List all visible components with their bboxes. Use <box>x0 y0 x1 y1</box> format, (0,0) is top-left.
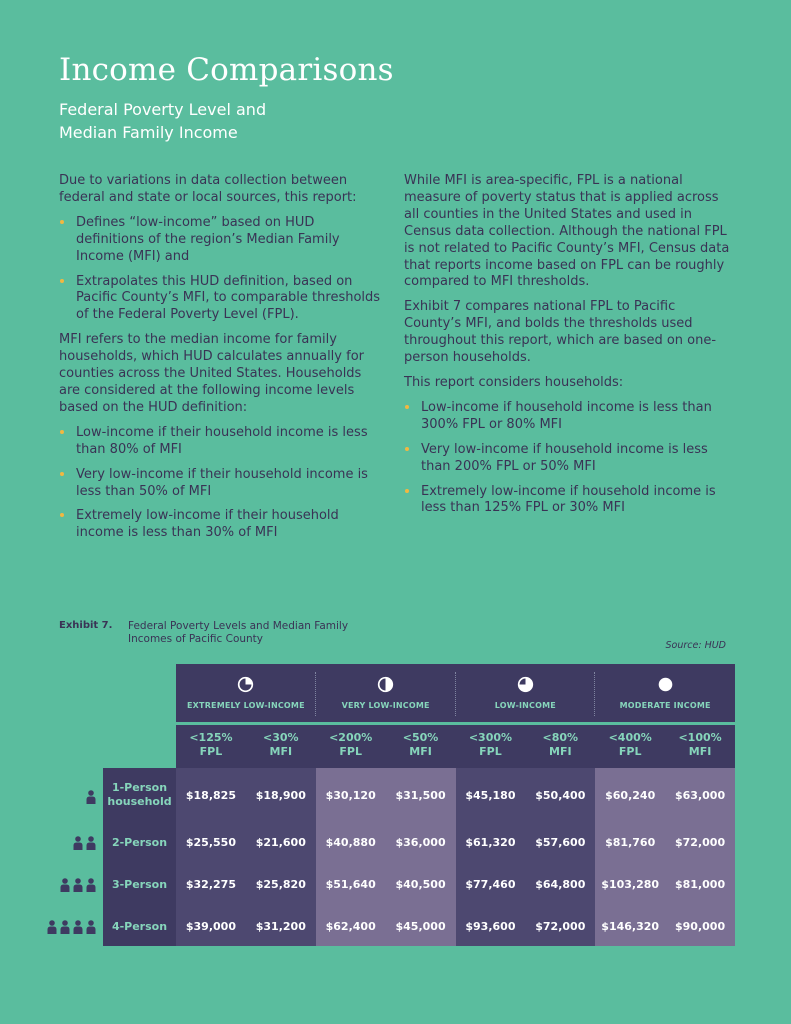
sub-header-threshold: <125% <box>189 731 233 744</box>
table-cell: $51,640 <box>325 878 376 891</box>
list-item-text: Extrapolates this HUD definition, based on Pacific County’s MFI, to comparable thresholds of the Federal Poverty Level (FPL). <box>76 273 381 323</box>
sub-header-measure: FPL <box>199 745 223 758</box>
sub-header-measure: FPL <box>479 745 502 758</box>
row-label-line: 2-Person <box>111 836 168 849</box>
table-cell: $93,600 <box>465 920 516 933</box>
person-icon <box>86 790 96 804</box>
row-label-line: 1-Person <box>111 781 168 794</box>
sub-header-measure: MFI <box>549 745 572 758</box>
sub-header-measure: FPL <box>339 745 362 758</box>
list-item-text: Low-income if their household income is less than 80% of MFI <box>76 424 368 457</box>
table-cell: $63,000 <box>675 789 726 802</box>
household-threshold-list <box>404 400 736 517</box>
table-cell: $30,120 <box>325 789 376 802</box>
exhibit-label: Exhibit 7. <box>59 620 113 631</box>
table-cell: $25,550 <box>185 836 236 849</box>
sub-header <box>176 731 246 759</box>
sub-header <box>316 731 386 759</box>
bullet-dot-icon <box>405 405 409 409</box>
table-cell: $90,000 <box>675 920 726 933</box>
table-cell: $18,825 <box>185 789 236 802</box>
person-icon <box>47 920 57 934</box>
person-icon <box>73 920 83 934</box>
subtitle-line: Federal Poverty Level and <box>59 100 267 119</box>
table-cell: $77,460 <box>465 878 516 891</box>
row-label <box>103 781 176 809</box>
group-header <box>595 664 735 722</box>
row-label <box>103 920 176 934</box>
sub-header-threshold: <400% <box>608 731 652 744</box>
person-icon <box>60 878 70 892</box>
table-cell: $60,240 <box>605 789 656 802</box>
group-header-label: EXTREMELY LOW-INCOME <box>187 701 305 710</box>
sub-header <box>665 731 735 759</box>
group-header <box>456 664 596 722</box>
table-cell: $25,820 <box>255 878 306 891</box>
bullet-dot-icon <box>60 513 64 517</box>
list-item <box>59 425 381 459</box>
bullet-dot-icon <box>60 472 64 476</box>
exhibit-title: Federal Poverty Levels and Median Family Incomes of Pacific County <box>128 620 349 645</box>
sub-header-threshold: <30% <box>263 731 299 744</box>
group-header-label: LOW-INCOME <box>494 701 556 710</box>
list-item <box>404 400 736 434</box>
left-text-column <box>59 173 381 550</box>
table-cell: $40,500 <box>395 878 446 891</box>
group-header-label: MODERATE INCOME <box>619 701 711 710</box>
table-cell: $62,400 <box>325 920 376 933</box>
list-item <box>59 508 381 542</box>
considers-intro: This report considers households: <box>404 374 624 390</box>
person-icon <box>86 920 96 934</box>
list-item-text: Very low-income if their household income is less than 50% of MFI <box>76 466 368 499</box>
subtitle-line: Median Family Income <box>59 123 238 142</box>
table-cell: $36,000 <box>395 836 446 849</box>
person-icon <box>86 836 96 850</box>
source-note: Source: HUD <box>665 640 726 651</box>
mfi-paragraph: MFI refers to the median income for family households, which HUD calculates annually for counties across the United States. Households are considered at the following income levels based on the HUD definition: <box>59 332 364 415</box>
group-header <box>316 664 456 722</box>
fpl-paragraph: While MFI is area-specific, FPL is a national measure of poverty status that is applied across all counties in the United States and used in Census data collection. Although the national FPL is not related to Pacific County’s MFI, Census data that reports income based on FPL can be roughly compared to MFI thresholds. <box>404 173 730 290</box>
exhibit-paragraph: Exhibit 7 compares national FPL to Pacific County’s MFI, and bolds the thresholds used throughout this report, which are based on one-person households. <box>404 299 717 366</box>
table-cell: $18,900 <box>255 789 306 802</box>
table-cell: $45,180 <box>465 789 516 802</box>
list-item <box>404 484 736 518</box>
table-cell: $103,280 <box>601 878 660 891</box>
bullet-dot-icon <box>60 279 64 283</box>
sub-header-threshold: <200% <box>329 731 373 744</box>
table-cell: $146,320 <box>601 920 660 933</box>
bullet-dot-icon <box>405 447 409 451</box>
list-item <box>59 274 381 325</box>
table-cell: $57,600 <box>535 836 586 849</box>
list-item-text: Defines “low-income” based on HUD definitions of the region’s Median Family Income (MFI) and <box>76 214 340 264</box>
list-item-text: Very low-income if household income is less than 200% FPL or 50% MFI <box>421 441 708 474</box>
list-item-text: Extremely low-income if household income is less than 125% FPL or 30% MFI <box>421 483 716 516</box>
person-icon <box>86 878 96 892</box>
table-cell: $31,500 <box>395 789 446 802</box>
list-item <box>59 467 381 501</box>
table-cell: $81,000 <box>675 878 726 891</box>
sub-header-threshold: <50% <box>402 731 439 744</box>
report-definition-list <box>59 215 381 324</box>
sub-header-threshold: <80% <box>542 731 579 744</box>
bullet-dot-icon <box>60 430 64 434</box>
sub-header <box>525 731 595 759</box>
table-cell: $39,000 <box>185 920 236 933</box>
household-size-icons <box>20 920 96 939</box>
sub-header <box>456 731 526 759</box>
sub-header-measure: MFI <box>269 745 293 758</box>
list-item-text: Extremely low-income if their household income is less than 30% of MFI <box>76 508 339 541</box>
group-header-label: VERY LOW-INCOME <box>341 701 430 710</box>
sub-header-measure: FPL <box>618 745 642 758</box>
table-cell: $40,880 <box>325 836 376 849</box>
row-label <box>103 878 176 892</box>
page-subtitle <box>59 98 459 144</box>
person-icon <box>73 836 83 850</box>
household-size-icons <box>20 878 96 897</box>
row-label-line: 4-Person <box>111 920 168 933</box>
hud-income-level-list <box>59 425 381 542</box>
group-header <box>176 664 316 722</box>
sub-header-threshold: <100% <box>678 731 722 744</box>
pie-three-quarter-icon <box>517 676 534 693</box>
table-cell: $64,800 <box>535 878 586 891</box>
right-text-column <box>404 173 736 525</box>
person-icon <box>73 878 83 892</box>
pie-quarter-icon <box>237 676 254 693</box>
sub-header-measure: MFI <box>409 745 432 758</box>
person-icon <box>60 920 70 934</box>
bullet-dot-icon <box>60 220 64 224</box>
table-cell: $50,400 <box>535 789 586 802</box>
sub-header <box>595 731 665 759</box>
household-size-icons <box>20 836 96 855</box>
table-cell: $31,200 <box>255 920 306 933</box>
list-item <box>59 215 381 266</box>
table-cell: $72,000 <box>535 920 586 933</box>
row-label-line: household <box>107 795 172 808</box>
table-cell: $81,760 <box>605 836 656 849</box>
row-label-line: 3-Person <box>111 878 168 891</box>
list-item-text: Low-income if household income is less than 300% FPL or 80% MFI <box>421 399 712 432</box>
list-item <box>404 442 736 476</box>
table-cell: $72,000 <box>675 836 726 849</box>
pie-half-icon <box>377 676 394 693</box>
bullet-dot-icon <box>405 489 409 493</box>
table-cell: $61,320 <box>465 836 516 849</box>
page-title: Income Comparisons <box>59 52 394 88</box>
table-cell: $45,000 <box>395 920 446 933</box>
sub-header-threshold: <300% <box>468 731 513 744</box>
table-cell: $21,600 <box>255 836 306 849</box>
full-circle-icon <box>657 676 674 693</box>
sub-header <box>246 731 316 759</box>
household-size-icons <box>20 790 96 809</box>
intro-paragraph: Due to variations in data collection between federal and state or local sources, this report: <box>59 173 357 205</box>
sub-header <box>386 731 456 759</box>
table-cell: $32,275 <box>185 878 236 891</box>
row-label <box>103 836 176 850</box>
sub-header-measure: MFI <box>688 745 712 758</box>
